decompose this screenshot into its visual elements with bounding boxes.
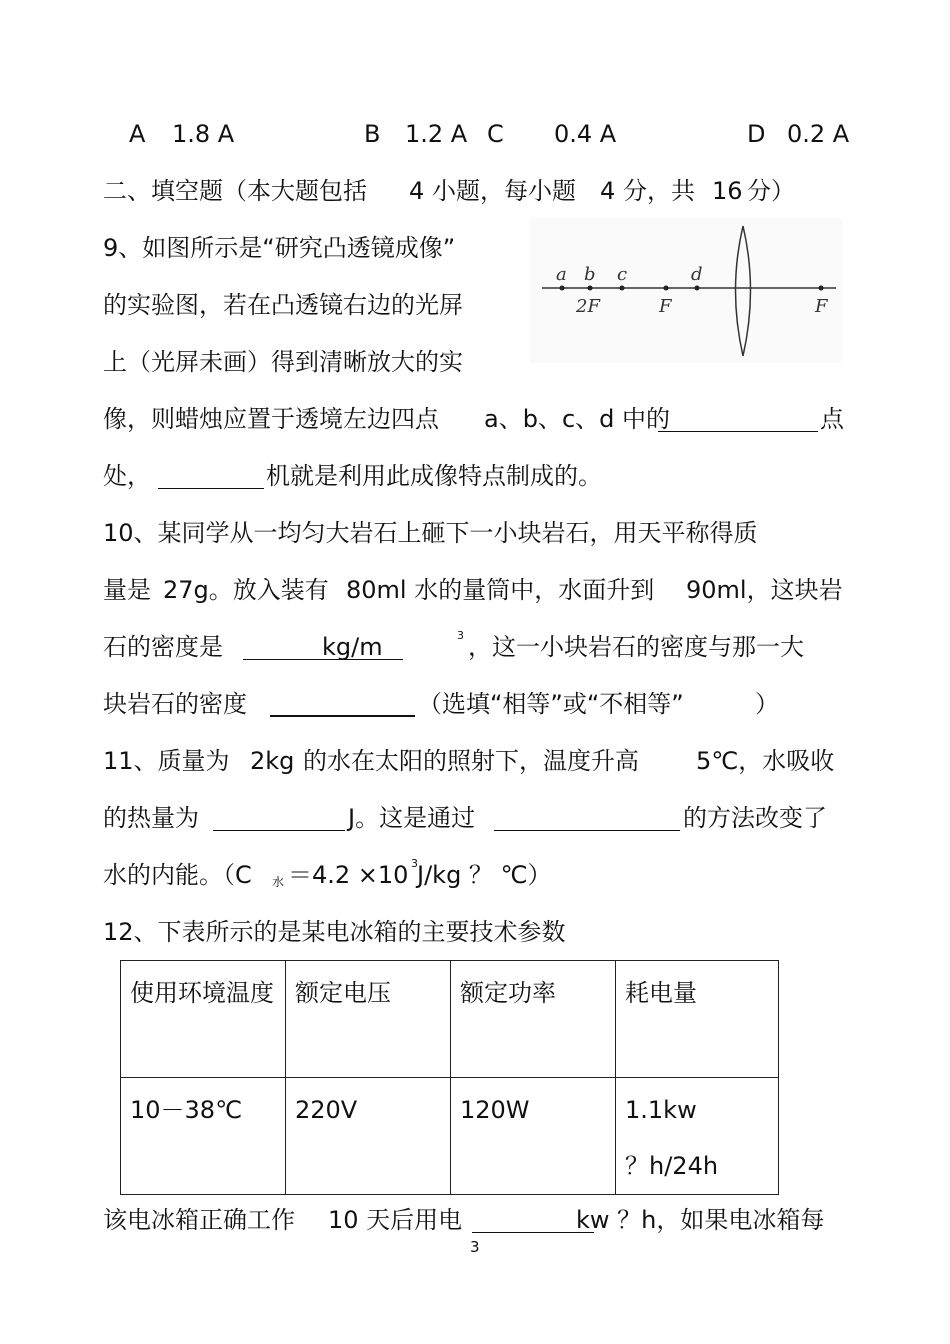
fridge-parameter-table bbox=[120, 960, 779, 1195]
q12-after-start: 该电冰箱正确工作 bbox=[103, 1206, 295, 1234]
section-heading-part3: 分，共 bbox=[623, 177, 695, 205]
q11-line1-part1: 11、质量为 bbox=[103, 747, 230, 775]
q9-line4-text: 像，则蜡烛应置于透境左边四点 bbox=[103, 405, 439, 433]
lens-diagram bbox=[530, 218, 842, 363]
point-c-dot bbox=[620, 286, 625, 291]
cell-temperature-range: 10－38℃ bbox=[121, 1078, 286, 1195]
label-f-left: F bbox=[659, 296, 672, 317]
q11-line1-part3: 5℃，水吸收 bbox=[696, 747, 835, 775]
lens-diagram-background bbox=[530, 218, 842, 363]
point-f-left-dot bbox=[664, 286, 669, 291]
q9-line3: 上（光屏未画）得到清晰放大的实 bbox=[103, 348, 463, 376]
table-row bbox=[121, 1078, 779, 1195]
q10-line3-start: 石的密度是 bbox=[103, 633, 223, 661]
header-cell-consumption: 耗电量 bbox=[616, 961, 779, 1078]
option-b-letter: B bbox=[364, 120, 381, 148]
label-a: a bbox=[556, 264, 567, 285]
q10-line4-close: ） bbox=[755, 690, 779, 718]
point-d-dot bbox=[695, 286, 700, 291]
option-b-value: 1.2 A bbox=[405, 120, 468, 148]
q10-line1: 10、某同学从一均匀大岩石上砸下一小块岩石，用天平称得质 bbox=[103, 519, 758, 547]
option-d-letter: D bbox=[747, 120, 766, 148]
q11-exponent: 3 bbox=[411, 857, 418, 870]
q9-line5-start: 处， bbox=[103, 462, 151, 490]
section-heading-part1: 二、填空题（本大题包括 bbox=[103, 177, 367, 205]
q12-line1: 12、下表所示的是某电冰箱的主要技术参数 bbox=[103, 918, 566, 946]
q10-line2-part3: 80ml 水的量筒中，水面升到 bbox=[346, 576, 655, 604]
section-heading-count: 4 bbox=[409, 177, 425, 205]
q12-after-unit: kw ？h，如果电冰箱每 bbox=[576, 1206, 825, 1234]
point-a-dot bbox=[560, 286, 565, 291]
point-b-dot bbox=[588, 286, 593, 291]
page-number: 3 bbox=[470, 1238, 480, 1256]
q10-line3-end: ，这一小块岩石的密度与那一大 bbox=[468, 633, 804, 661]
label-d: d bbox=[691, 264, 703, 285]
section-heading-part2: 小题，每小题 bbox=[432, 177, 576, 205]
option-a-letter: A bbox=[129, 120, 146, 148]
q11-line1-mass: 2kg bbox=[250, 747, 295, 775]
q11-line2-end: 的方法改变了 bbox=[683, 804, 827, 832]
q11-line1-part2: 的水在太阳的照射下，温度升高 bbox=[303, 747, 639, 775]
option-a-value: 1.8 A bbox=[172, 120, 235, 148]
option-c-letter: C bbox=[487, 120, 504, 148]
q9-line2: 的实验图，若在凸透镜右边的光屏 bbox=[103, 291, 463, 319]
q9-line4-points: a、b、c、d 中的 bbox=[484, 405, 670, 433]
q11-line2-start: 的热量为 bbox=[103, 804, 199, 832]
q9-line4-end: 点 bbox=[820, 405, 844, 433]
q11-method-blank[interactable] bbox=[494, 830, 680, 831]
q9-line5-text: 机就是利用此成像特点制成的。 bbox=[266, 462, 602, 490]
point-f-right-dot bbox=[819, 286, 824, 291]
header-cell-temperature: 使用环境温度 bbox=[121, 961, 286, 1078]
q11-line3-unit: J/kg ？ ℃） bbox=[417, 861, 552, 889]
option-c-value: 0.4 A bbox=[554, 120, 617, 148]
q10-line2-part4: 90ml，这块岩 bbox=[686, 576, 843, 604]
section-heading-score: 4 bbox=[600, 177, 616, 205]
q10-unit-exponent: 3 bbox=[457, 629, 464, 642]
cell-power: 120W bbox=[451, 1078, 616, 1195]
section-heading-part4: 分） bbox=[747, 177, 795, 205]
q10-line4-start: 块岩石的密度 bbox=[103, 690, 247, 718]
q11-heat-blank[interactable] bbox=[213, 830, 345, 831]
cell-consumption: 1.1kw ？h/24h bbox=[616, 1078, 779, 1195]
q10-line2-part2: 27g。放入装有 bbox=[163, 576, 329, 604]
q11-line2-middle: J。这是通过 bbox=[348, 804, 476, 832]
section-heading-total: 16 bbox=[712, 177, 743, 205]
option-d-value: 0.2 A bbox=[787, 120, 850, 148]
q11-line3-value: ＝4.2 ×10 bbox=[288, 861, 409, 889]
header-cell-power: 额定功率 bbox=[451, 961, 616, 1078]
q10-density-unit: kg/m bbox=[322, 633, 383, 661]
label-f-right: F bbox=[815, 296, 828, 317]
q10-compare-blank[interactable] bbox=[270, 715, 415, 717]
q9-answer-blank-device[interactable] bbox=[158, 488, 264, 489]
q11-line3-start: 水的内能。（C bbox=[103, 861, 252, 889]
q10-line2-part1: 量是 bbox=[103, 576, 151, 604]
label-b: b bbox=[584, 264, 596, 285]
q9-answer-blank-point[interactable] bbox=[658, 431, 818, 432]
cell-voltage: 220V bbox=[286, 1078, 451, 1195]
q11-water-subscript: 水 bbox=[272, 875, 285, 889]
q10-line4-choices: （选填“相等”或“不相等” bbox=[418, 690, 684, 718]
q9-line1: 9、如图所示是“研究凸透镜成像” bbox=[103, 234, 456, 262]
header-cell-voltage: 额定电压 bbox=[286, 961, 451, 1078]
table-header-row bbox=[121, 961, 779, 1078]
q12-after-days: 10 天后用电 bbox=[328, 1206, 463, 1234]
label-c: c bbox=[617, 264, 628, 285]
label-2f: 2F bbox=[576, 296, 600, 317]
